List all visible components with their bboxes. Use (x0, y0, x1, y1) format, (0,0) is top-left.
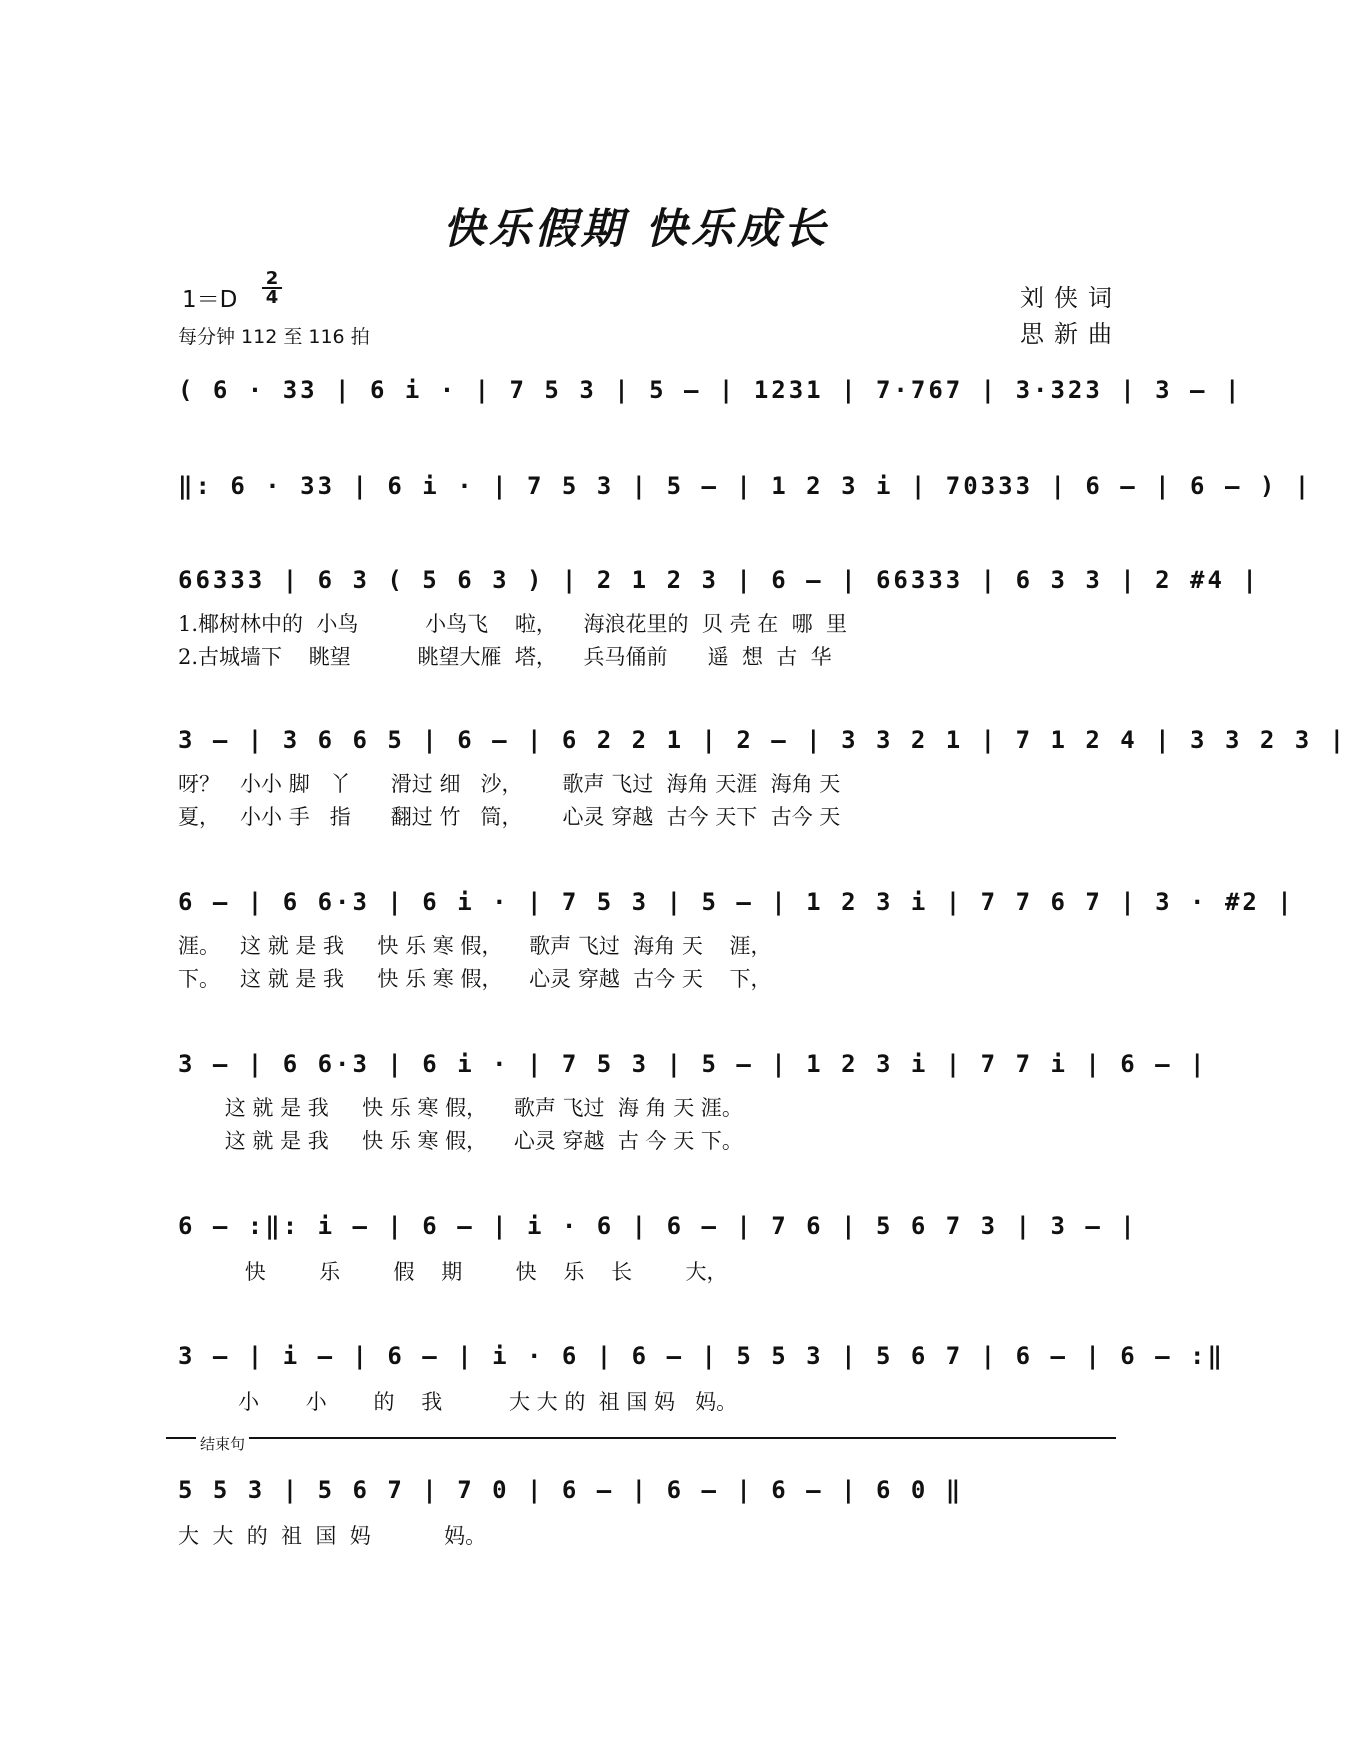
lyric-line-5-verse-2: 下。 这 就 是 我 快 乐 寒 假， 心灵 穿越 古今 天 下， (178, 967, 772, 991)
lyric-line-6-verse-1: 这 就 是 我 快 乐 寒 假， 歌声 飞过 海 角 天 涯。 (178, 1096, 743, 1120)
notation-line-4: 3 – | 3 6 6 5 | 6 – | 6 2 2 1 | 2 – | 3 3 2 1 | 7 1 2 4 | 3 3 2 3 | (178, 726, 1347, 754)
notation-line-6: 3 – | 6 6·3 | 6 i · | 7 5 3 | 5 – | 1 2 3 i | 7 7 i | 6 – | (178, 1050, 1208, 1078)
lyric-line-4-verse-1: 呀？ 小小 脚 丫 滑过 细 沙， 歌声 飞过 海角 天涯 海角 天 (178, 772, 841, 796)
notation-line-7: 6 – :‖: i – | 6 – | i · 6 | 6 – | 7 6 | 5 6 7 3 | 3 – | (178, 1212, 1138, 1240)
ending-label: 结束句 (196, 1433, 249, 1454)
lyric-line-4-verse-2: 夏， 小小 手 指 翻过 竹 筒， 心灵 穿越 古今 天下 古今 天 (178, 805, 841, 829)
ending-bracket (166, 1437, 1116, 1449)
time-signature (262, 270, 282, 306)
composer-credit: 思新曲 (1020, 320, 1122, 348)
lyric-line-ending: 大 大 的 祖 国 妈 妈。 (178, 1524, 487, 1548)
notation-line-8: 3 – | i – | 6 – | i · 6 | 6 – | 5 5 3 | 5 6 7 | 6 – | 6 – :‖ (178, 1342, 1225, 1370)
lyric-line-3-verse-1: 1.椰树林中的 小鸟 小鸟飞 啦， 海浪花里的 贝 壳 在 哪 里 (178, 612, 847, 636)
notation-line-3: 66333 | 6 3 ( 5 6 3 ) | 2 1 2 3 | 6 – | 66333 | 6 3 3 | 2 #4 | (178, 566, 1260, 594)
notation-line-5: 6 – | 6 6·3 | 6 i · | 7 5 3 | 5 – | 1 2 3 i | 7 7 6 7 | 3 · #2 | (178, 888, 1295, 916)
lyricist-credit: 刘侠词 (1020, 284, 1122, 312)
notation-line-1: ( 6 · 33 | 6 i · | 7 5 3 | 5 – | 1231 | 7·767 | 3·323 | 3 – | (178, 376, 1243, 404)
notation-line-2: ‖: 6 · 33 | 6 i · | 7 5 3 | 5 – | 1 2 3 i | 70333 | 6 – | 6 – ) | (178, 472, 1313, 500)
notation-line-ending: 5 5 3 | 5 6 7 | 7 0 | 6 – | 6 – | 6 – | 6 0 ‖ (178, 1476, 964, 1504)
lyric-line-7: 快 乐 假 期 快 乐 长 大， (178, 1260, 728, 1284)
song-title: 快乐假期 快乐成长 (442, 204, 830, 253)
time-signature-top: 2 (262, 270, 282, 289)
lyric-line-3-verse-2: 2.古城墙下 眺望 眺望大雁 塔， 兵马俑前 遥 想 古 华 (178, 645, 832, 669)
tempo-marking: 每分钟 112 至 116 拍 (178, 326, 370, 348)
lyric-line-6-verse-2: 这 就 是 我 快 乐 寒 假， 心灵 穿越 古 今 天 下。 (178, 1129, 743, 1153)
lyric-line-8: 小 小 的 我 大 大 的 祖 国 妈 妈。 (178, 1390, 738, 1414)
lyric-line-5-verse-1: 涯。 这 就 是 我 快 乐 寒 假， 歌声 飞过 海角 天 涯， (178, 934, 772, 958)
time-signature-bottom: 4 (265, 287, 279, 308)
key-signature: 1＝D (182, 287, 238, 313)
